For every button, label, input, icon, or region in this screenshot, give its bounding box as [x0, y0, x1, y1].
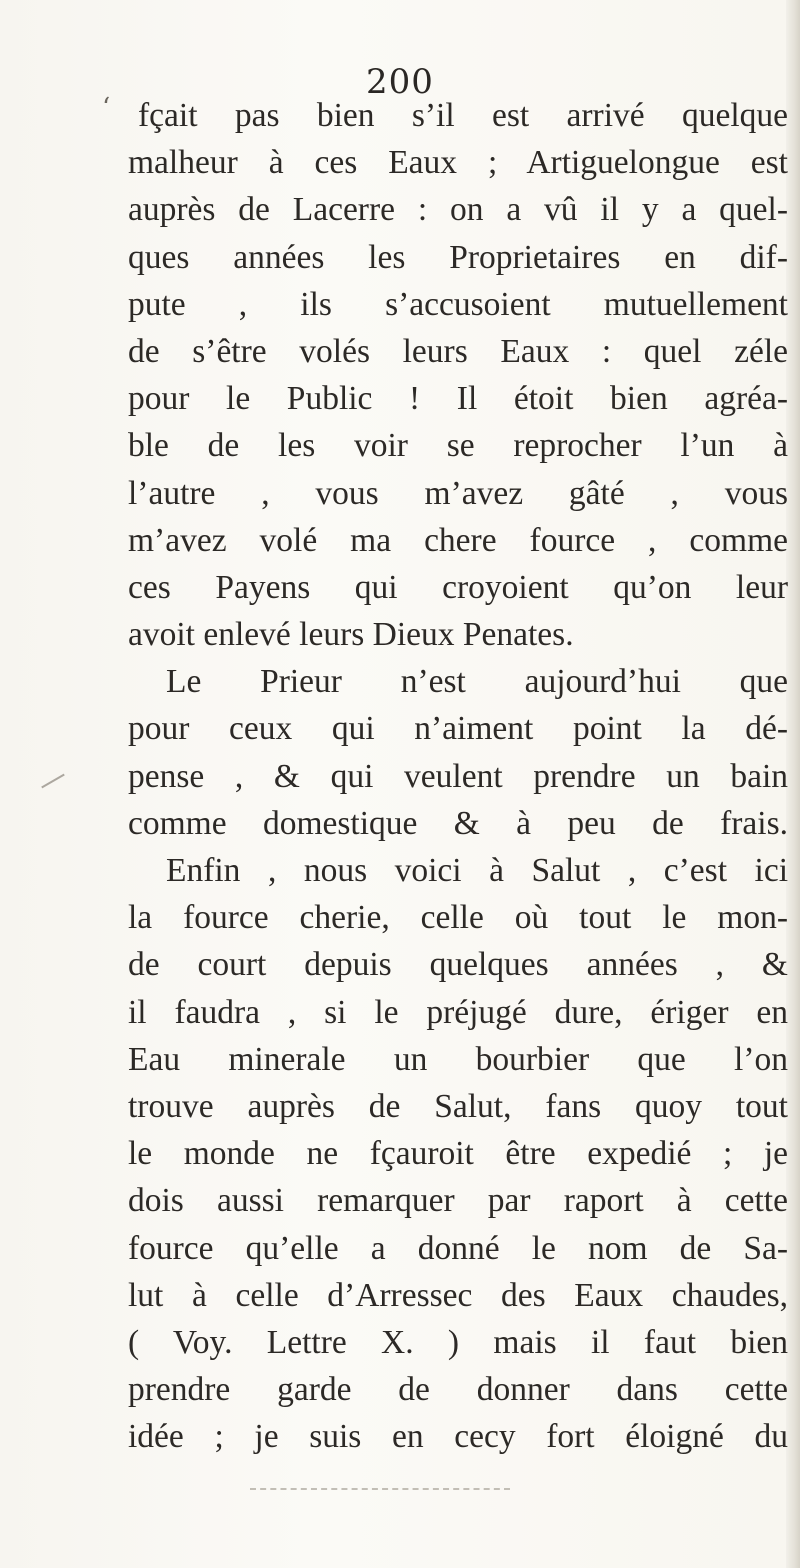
text-line: m’avez volé ma chere fource , comme: [128, 521, 788, 559]
text-line: trouve auprès de Salut, fans quoy tout: [128, 1087, 788, 1125]
text-line: pute , ils s’accusoient mutuellement: [128, 285, 788, 323]
text-line: ( Voy. Lettre X. ) mais il faut bien: [128, 1323, 788, 1361]
text-line: ble de les voir se reprocher l’un à: [128, 427, 788, 465]
text-line: auprès de Lacerre : on a vû il y a quel-: [128, 191, 788, 229]
text-line: dois aussi remarquer par raport à cette: [128, 1182, 788, 1220]
text-line: le monde ne fçauroit être expedié ; je: [128, 1135, 788, 1173]
text-line: fçait pas bien s’il est arrivé quelque: [138, 97, 788, 134]
body-text: [128, 92, 788, 1460]
text-line: Enfin , nous voici à Salut , c’est ici: [166, 852, 788, 889]
text-line: de court depuis quelques années , &: [128, 946, 788, 984]
margin-mark: ʻ: [102, 93, 111, 123]
text-line: la fource cherie, celle où tout le mon-: [128, 899, 788, 937]
text-line: comme domestique & à peu de frais.: [128, 804, 788, 842]
page-number: 200: [366, 62, 434, 102]
text-line: idée ; je suis en cecy fort éloigné du: [128, 1418, 788, 1456]
bottom-smudge: [250, 1488, 510, 1498]
text-line: avoit enlevé leurs Dieux Penates.: [128, 616, 574, 654]
text-line: de s’être volés leurs Eaux : quel zéle: [128, 332, 788, 370]
text-line: pense , & qui veulent prendre un bain: [128, 757, 788, 795]
text-line: il faudra , si le préjugé dure, ériger en: [128, 993, 788, 1031]
text-line: ces Payens qui croyoient qu’on leur: [128, 568, 788, 606]
margin-pencil-stroke: [41, 774, 65, 789]
text-line: lut à celle d’Arressec des Eaux chaudes,: [128, 1276, 788, 1314]
text-line: prendre garde de donner dans cette: [128, 1371, 788, 1409]
text-line: pour ceux qui n’aiment point la dé-: [128, 710, 788, 748]
text-line: l’autre , vous m’avez gâté , vous: [128, 474, 788, 512]
page-edge-shadow: [786, 0, 800, 1568]
text-line: fource qu’elle a donné le nom de Sa-: [128, 1229, 788, 1267]
text-line: Le Prieur n’est aujourd’hui que: [166, 663, 788, 701]
text-line: Eau minerale un bourbier que l’on: [128, 1040, 788, 1078]
text-line: pour le Public ! Il étoit bien agréa-: [128, 380, 788, 418]
text-line: ques années les Proprietaires en dif-: [128, 238, 788, 276]
text-line: malheur à ces Eaux ; Artiguelongue est: [128, 144, 788, 182]
